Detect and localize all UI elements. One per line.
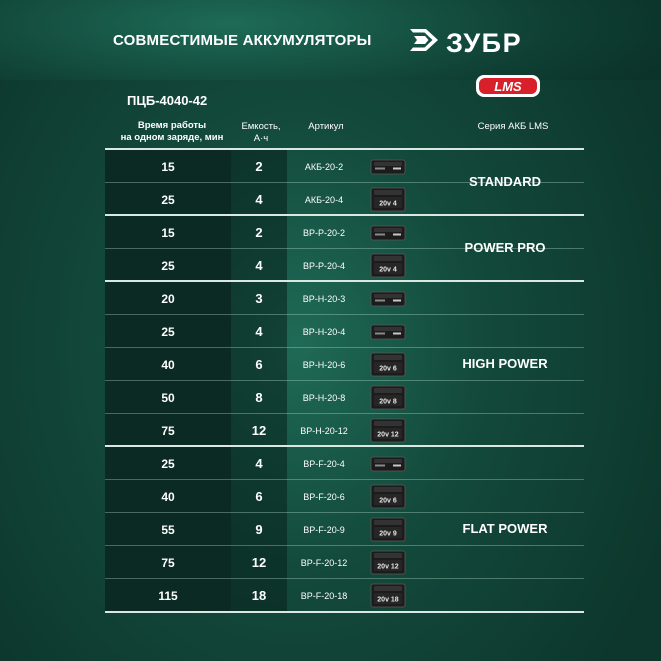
sku-cell: АКБ-20-2 bbox=[304, 161, 344, 172]
sku-cell: BP-P-20-2 bbox=[302, 227, 346, 238]
runtime-cell: 15 bbox=[105, 150, 231, 183]
sku-cell: BP-F-20-18 bbox=[300, 590, 348, 601]
capacity-cell: 2 bbox=[231, 216, 287, 249]
header-sku: Артикул bbox=[308, 121, 344, 132]
short-battery-icon bbox=[368, 450, 408, 477]
capacity-cell: 3 bbox=[231, 282, 287, 315]
short-battery-icon bbox=[368, 285, 408, 312]
sku-cell: АКБ-20-4 bbox=[304, 194, 344, 205]
capacity-cell: 4 bbox=[231, 249, 287, 282]
capacity-cell: 4 bbox=[231, 183, 287, 216]
battery-label: 20v 8 bbox=[379, 398, 397, 406]
sku-cell: BP-F-20-12 bbox=[300, 557, 348, 568]
runtime-cell: 20 bbox=[105, 282, 231, 315]
series-label: HIGH POWER bbox=[462, 355, 548, 371]
tall-battery-icon bbox=[368, 417, 408, 444]
capacity-cell: 9 bbox=[231, 513, 287, 546]
sku-cell: BP-P-20-4 bbox=[302, 260, 346, 271]
arrow-emblem-icon bbox=[410, 29, 438, 51]
sku-cell: BP-F-20-6 bbox=[303, 491, 345, 502]
series-label: FLAT POWER bbox=[462, 520, 548, 536]
sku-cell: BP-F-20-9 bbox=[303, 524, 345, 535]
header-series: Серия АКБ LMS bbox=[477, 121, 549, 132]
tall-battery-icon bbox=[368, 483, 408, 510]
battery-label: 20v 9 bbox=[379, 530, 397, 538]
runtime-cell: 75 bbox=[105, 414, 231, 447]
table-row bbox=[105, 282, 584, 315]
runtime-cell: 55 bbox=[105, 513, 231, 546]
capacity-cell: 6 bbox=[231, 348, 287, 381]
battery-label: 20v 18 bbox=[377, 596, 399, 604]
table-row bbox=[105, 447, 584, 480]
capacity-cell: 2 bbox=[231, 150, 287, 183]
table-row bbox=[105, 579, 584, 612]
tall-battery-icon bbox=[368, 186, 408, 213]
table-bottom-divider bbox=[105, 611, 584, 613]
header-banner bbox=[0, 0, 661, 80]
lms-badge-text: LMS bbox=[494, 79, 522, 94]
runtime-cell: 25 bbox=[105, 183, 231, 216]
runtime-cell: 115 bbox=[105, 579, 231, 612]
zubr-brand-logo bbox=[408, 22, 552, 58]
capacity-cell: 12 bbox=[231, 546, 287, 579]
sku-cell: BP-F-20-4 bbox=[303, 458, 345, 469]
battery-label: 20v 12 bbox=[377, 431, 399, 439]
table-row bbox=[105, 315, 584, 348]
tall-battery-icon bbox=[368, 384, 408, 411]
banner-title: СОВМЕСТИМЫЕ АККУМУЛЯТОРЫ bbox=[113, 32, 372, 49]
tall-battery-icon bbox=[368, 252, 408, 279]
runtime-cell: 40 bbox=[105, 480, 231, 513]
short-battery-icon bbox=[368, 153, 408, 180]
short-battery-icon bbox=[368, 219, 408, 246]
capacity-cell: 18 bbox=[231, 579, 287, 612]
runtime-cell: 15 bbox=[105, 216, 231, 249]
runtime-cell: 25 bbox=[105, 447, 231, 480]
battery-label: 20v 6 bbox=[379, 365, 397, 373]
runtime-cell: 50 bbox=[105, 381, 231, 414]
capacity-cell: 4 bbox=[231, 447, 287, 480]
tall-battery-icon bbox=[368, 516, 408, 543]
capacity-cell: 4 bbox=[231, 315, 287, 348]
series-label: STANDARD bbox=[469, 174, 541, 189]
tall-battery-icon bbox=[368, 582, 408, 609]
tall-battery-icon bbox=[368, 351, 408, 378]
header-capacity: Емкость, А·ч bbox=[241, 121, 281, 144]
table-row bbox=[105, 381, 584, 414]
sku-cell: BP-H-20-3 bbox=[302, 293, 346, 304]
runtime-cell: 25 bbox=[105, 315, 231, 348]
table-row bbox=[105, 480, 584, 513]
lms-badge bbox=[474, 73, 542, 99]
header-runtime: Время работы на одном заряде, мин bbox=[120, 120, 224, 143]
runtime-cell: 25 bbox=[105, 249, 231, 282]
table-row bbox=[105, 546, 584, 579]
table-row bbox=[105, 414, 584, 447]
battery-label: 20v 4 bbox=[379, 266, 397, 274]
tall-battery-icon bbox=[368, 549, 408, 576]
runtime-cell: 75 bbox=[105, 546, 231, 579]
series-label: POWER PRO bbox=[464, 240, 546, 255]
sku-cell: BP-H-20-8 bbox=[302, 392, 346, 403]
battery-label: 20v 12 bbox=[377, 563, 399, 571]
battery-label: 20v 6 bbox=[379, 497, 397, 505]
short-battery-icon bbox=[368, 318, 408, 345]
sku-cell: BP-H-20-6 bbox=[302, 359, 346, 370]
sku-cell: BP-H-20-4 bbox=[302, 326, 346, 337]
capacity-cell: 6 bbox=[231, 480, 287, 513]
model-title: ПЦБ-4040-42 bbox=[127, 93, 208, 108]
battery-label: 20v 4 bbox=[379, 200, 397, 208]
brand-name: ЗУБР bbox=[446, 28, 523, 58]
runtime-cell: 40 bbox=[105, 348, 231, 381]
sku-cell: BP-H-20-12 bbox=[300, 425, 348, 436]
capacity-cell: 12 bbox=[231, 414, 287, 447]
capacity-cell: 8 bbox=[231, 381, 287, 414]
